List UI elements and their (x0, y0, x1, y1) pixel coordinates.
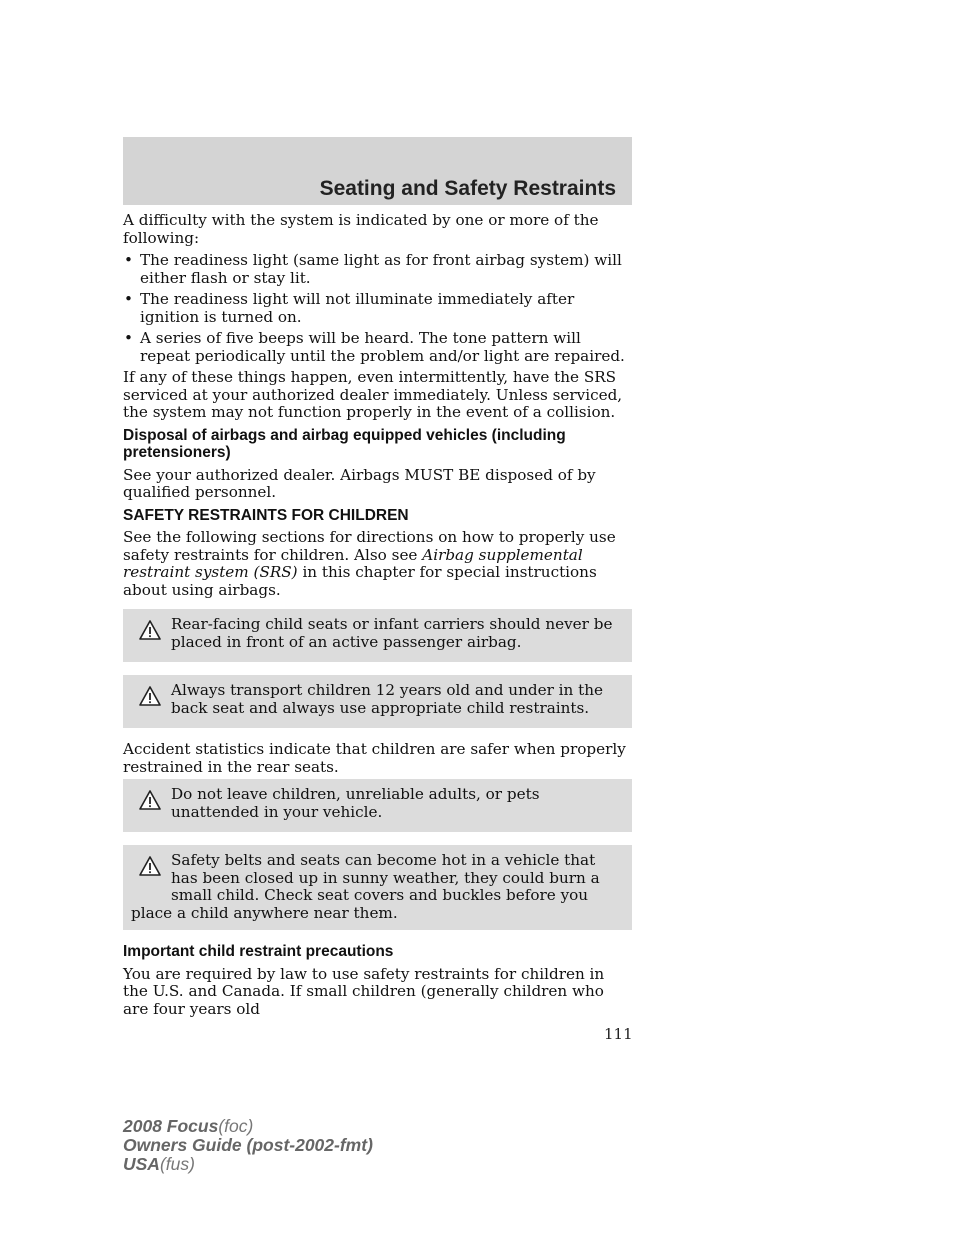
symptom-list (123, 252, 632, 365)
bullet-symbol: • (124, 251, 133, 269)
warning-text: Always transport children 12 years old and under in the back seat and always use appropriate child restraints. (171, 681, 604, 717)
chapter-header (123, 137, 632, 205)
warning-text: Rear-facing child seats or infant carriers should never be placed in front of an active passenger airbag. (171, 615, 613, 651)
page-content (123, 212, 632, 1023)
srs-paragraph: If any of these things happen, even intermittently, have the SRS serviced at your authorized dealer immediately. Unless serviced, the system may not function properly in the event of a collision. (123, 368, 623, 421)
bullet-symbol: • (124, 290, 133, 308)
warning-triangle-icon (131, 852, 171, 890)
warning-box (123, 609, 632, 662)
list-item: • The readiness light will not illuminate immediately after ignition is turned on. (124, 290, 575, 326)
warning-triangle-icon (131, 786, 171, 824)
document-footer (123, 1117, 373, 1174)
list-item: • The readiness light (same light as for front airbag system) will either flash or stay lit. (124, 251, 622, 287)
chapter-title: Seating and Safety Restraints (319, 177, 616, 200)
footer-line: Owners Guide (post-2002-fmt) (123, 1135, 373, 1155)
warning-text: Safety belts and seats can become hot in a vehicle that has been closed up in sunny weather, they could burn a small child. Check seat covers and buckles before you place a child anywhere near them. (131, 851, 600, 922)
list-item: • A series of five beeps will be heard. The tone pattern will repeat periodically until the problem and/or light are repaired. (124, 329, 625, 365)
footer-line: USA(fus) (123, 1154, 195, 1174)
warning-triangle-icon (131, 682, 171, 720)
children-heading: SAFETY RESTRAINTS FOR CHILDREN (123, 506, 409, 524)
disposal-heading: Disposal of airbags and airbag equipped vehicles (including pretensioners) (123, 426, 566, 461)
precautions-paragraph: You are required by law to use safety restraints for children in the U.S. and Canada. If small children (generally children who are four years old (123, 964, 605, 1018)
cross-reference: Airbag supplemental restraint system (SRS) (123, 545, 583, 581)
children-paragraph: See the following sections for directions on how to properly use safety restraints for children. Also see Airbag supplemental restraint system (SRS) in this chapter for special instructions about using airbags. (123, 528, 616, 599)
bullet-symbol: • (124, 329, 133, 347)
precautions-heading: Important child restraint precautions (123, 943, 394, 960)
footer-line: 2008 Focus(foc) (123, 1116, 254, 1136)
disposal-paragraph: See your authorized dealer. Airbags MUST BE disposed of by qualified personnel. (123, 465, 596, 501)
intro-paragraph: A difficulty with the system is indicated by one or more of the following: (123, 211, 599, 247)
warning-box (123, 845, 632, 930)
warning-triangle-icon (131, 616, 171, 654)
warning-box (123, 779, 632, 832)
statistics-paragraph: Accident statistics indicate that children are safer when properly restrained in the rear seats. (123, 740, 626, 776)
page-number: 111 (604, 1025, 633, 1043)
warning-box (123, 675, 632, 728)
warning-text: Do not leave children, unreliable adults, or pets unattended in your vehicle. (171, 785, 540, 821)
